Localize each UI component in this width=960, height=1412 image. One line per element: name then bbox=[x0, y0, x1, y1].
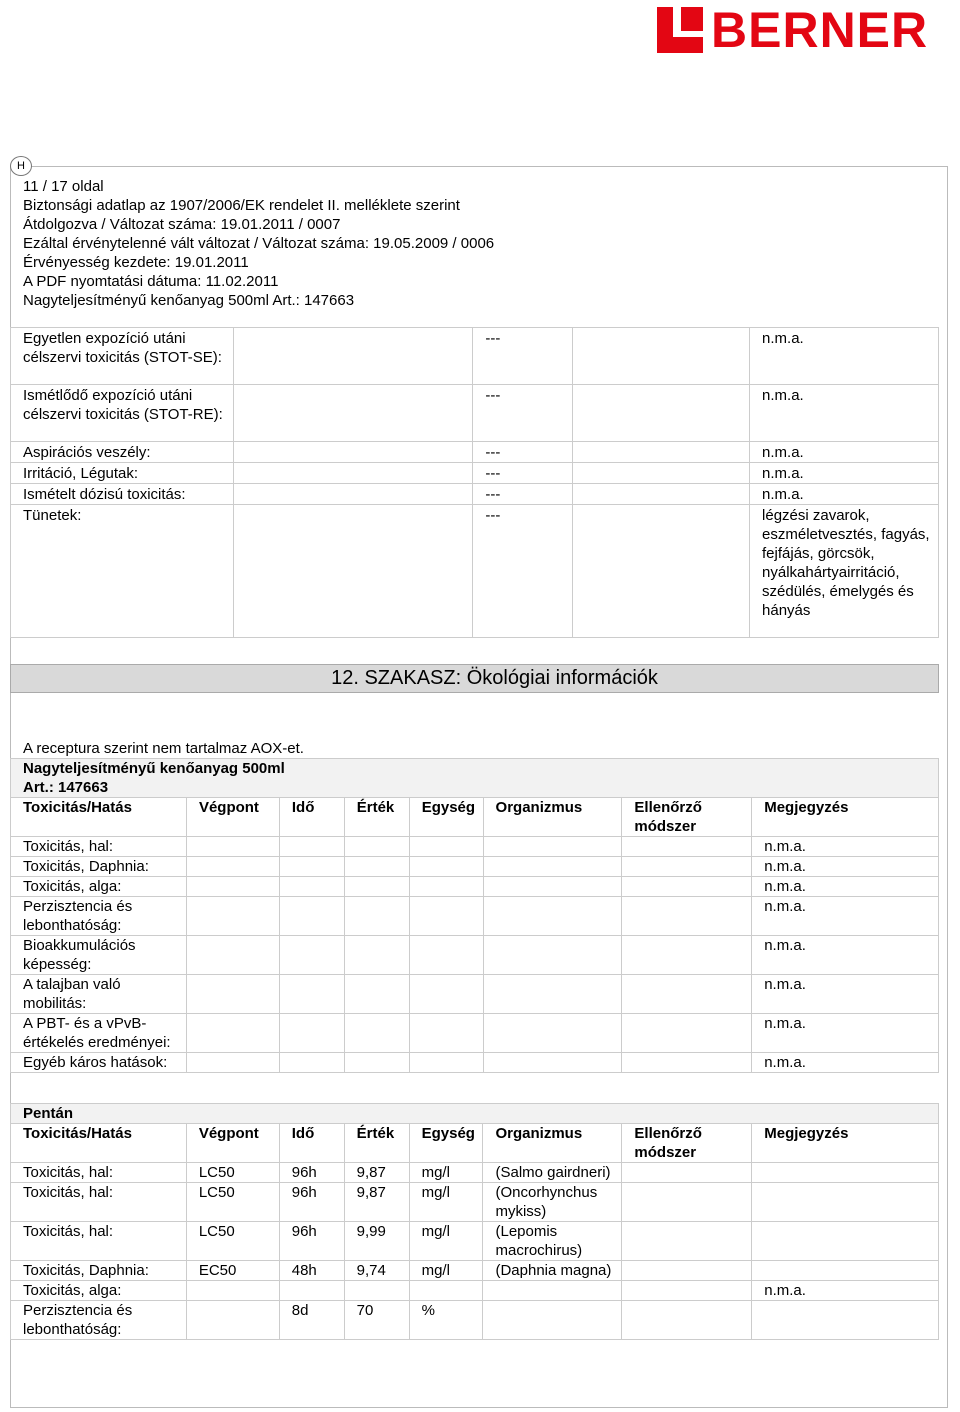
table-row bbox=[11, 463, 939, 484]
col-header: Ellenőrző módszer bbox=[622, 1124, 752, 1163]
row-endpoint bbox=[186, 1281, 279, 1301]
table-row bbox=[11, 877, 939, 897]
row-label: Bioakkumulációs képesség: bbox=[11, 936, 187, 975]
row-method bbox=[622, 1163, 752, 1183]
row-time: 8d bbox=[279, 1301, 344, 1340]
table-title-row bbox=[11, 759, 939, 798]
row-unit: mg/l bbox=[409, 1163, 483, 1183]
logo-mark-icon bbox=[657, 7, 703, 53]
col-header: Organizmus bbox=[483, 1124, 622, 1163]
row-time: 96h bbox=[279, 1163, 344, 1183]
row-time: 96h bbox=[279, 1222, 344, 1261]
col-header: Érték bbox=[344, 798, 409, 837]
header-line: Átdolgozva / Változat száma: 19.01.2011 / 0007 bbox=[23, 216, 341, 233]
col-header: Megjegyzés bbox=[752, 1124, 939, 1163]
col-header: Egység bbox=[409, 798, 483, 837]
row-note: n.m.a. bbox=[752, 857, 939, 877]
row-endpoint: EC50 bbox=[186, 1261, 279, 1281]
row-label: Toxicitás, alga: bbox=[11, 877, 187, 897]
row-organism: (Lepomis macrochirus) bbox=[483, 1222, 622, 1261]
row-label: Tünetek: bbox=[11, 505, 234, 638]
column-header-row bbox=[11, 1124, 939, 1163]
row-value: --- bbox=[473, 505, 573, 638]
table-row bbox=[11, 1261, 939, 1281]
row-label: Irritáció, Légutak: bbox=[11, 463, 234, 484]
table-row bbox=[11, 1014, 939, 1053]
table-row bbox=[11, 1183, 939, 1222]
col-header: Toxicitás/Hatás bbox=[11, 798, 187, 837]
table-row bbox=[11, 1222, 939, 1261]
row-unit: mg/l bbox=[409, 1183, 483, 1222]
aox-note: A receptura szerint nem tartalmaz AOX-et. bbox=[23, 740, 304, 757]
row-value: 9,87 bbox=[344, 1183, 409, 1222]
header-line: Biztonsági adatlap az 1907/2006/EK rendelet II. melléklete szerint bbox=[23, 197, 460, 214]
row-label: Toxicitás, hal: bbox=[11, 837, 187, 857]
header-line: Érvényesség kezdete: 19.01.2011 bbox=[23, 254, 249, 271]
row-note: n.m.a. bbox=[752, 897, 939, 936]
row-value: --- bbox=[473, 463, 573, 484]
row-note: n.m.a. bbox=[752, 936, 939, 975]
row-method bbox=[622, 1183, 752, 1222]
table-row bbox=[11, 936, 939, 975]
product-art: Art.: 147663 bbox=[23, 779, 109, 796]
col-header: Végpont bbox=[186, 798, 279, 837]
row-note: n.m.a. bbox=[752, 1281, 939, 1301]
row-label: Toxicitás, Daphnia: bbox=[11, 857, 187, 877]
row-value: --- bbox=[473, 442, 573, 463]
row-label: A PBT- és a vPvB-értékelés eredményei: bbox=[11, 1014, 187, 1053]
row-note: n.m.a. bbox=[750, 463, 939, 484]
row-note: n.m.a. bbox=[752, 837, 939, 857]
row-unit: mg/l bbox=[409, 1222, 483, 1261]
table-title-row bbox=[11, 1104, 939, 1124]
section-title: 12. SZAKASZ: Ökológiai információk bbox=[331, 667, 658, 689]
row-label: A talajban való mobilitás: bbox=[11, 975, 187, 1014]
row-time bbox=[279, 1281, 344, 1301]
table-row bbox=[11, 328, 939, 385]
table-row bbox=[11, 442, 939, 463]
document-header bbox=[23, 177, 494, 310]
table-row bbox=[11, 385, 939, 442]
row-unit: % bbox=[409, 1301, 483, 1340]
row-note: n.m.a. bbox=[750, 328, 939, 385]
row-organism: (Daphnia magna) bbox=[483, 1261, 622, 1281]
col-header: Egység bbox=[409, 1124, 483, 1163]
table-row bbox=[11, 484, 939, 505]
row-label: Toxicitás, hal: bbox=[11, 1163, 187, 1183]
row-note: n.m.a. bbox=[750, 385, 939, 442]
row-unit bbox=[409, 1281, 483, 1301]
row-note: n.m.a. bbox=[752, 1053, 939, 1073]
row-endpoint: LC50 bbox=[186, 1183, 279, 1222]
row-value: --- bbox=[473, 385, 573, 442]
product-eco-table bbox=[10, 758, 939, 1073]
row-note: légzési zavarok, eszméletvesztés, fagyás, fejfájás, görcsök, nyálkahártyairritáció, szédülés, émelygés és hányás bbox=[750, 505, 939, 638]
row-organism: (Salmo gairdneri) bbox=[483, 1163, 622, 1183]
substance-title: Pentán bbox=[11, 1104, 939, 1124]
row-organism bbox=[483, 1301, 622, 1340]
row-time: 96h bbox=[279, 1183, 344, 1222]
row-label: Ismétlődő expozíció utáni célszervi toxicitás (STOT-RE): bbox=[11, 385, 234, 442]
row-method bbox=[622, 1281, 752, 1301]
row-note: n.m.a. bbox=[750, 484, 939, 505]
col-header: Idő bbox=[279, 1124, 344, 1163]
row-endpoint: LC50 bbox=[186, 1222, 279, 1261]
col-header: Toxicitás/Hatás bbox=[11, 1124, 187, 1163]
logo-text: BERNER bbox=[711, 2, 929, 58]
row-label: Egyetlen expozíció utáni célszervi toxicitás (STOT-SE): bbox=[11, 328, 234, 385]
row-organism bbox=[483, 1281, 622, 1301]
row-value bbox=[344, 1281, 409, 1301]
row-note bbox=[752, 1163, 939, 1183]
row-value: --- bbox=[473, 484, 573, 505]
table-row bbox=[11, 1053, 939, 1073]
table-row bbox=[11, 857, 939, 877]
header-line: 11 / 17 oldal bbox=[23, 178, 104, 195]
language-badge: H bbox=[10, 156, 32, 176]
col-header: Organizmus bbox=[483, 798, 622, 837]
row-endpoint bbox=[186, 1301, 279, 1340]
toxicity-table bbox=[10, 327, 939, 638]
table-row bbox=[11, 897, 939, 936]
product-title: Nagyteljesítményű kenőanyag 500ml bbox=[23, 760, 285, 777]
header-line: A PDF nyomtatási dátuma: 11.02.2011 bbox=[23, 273, 279, 290]
row-label: Perzisztencia és lebonthatóság: bbox=[11, 897, 187, 936]
row-note: n.m.a. bbox=[752, 975, 939, 1014]
section-12-heading bbox=[10, 664, 939, 693]
table-row bbox=[11, 1281, 939, 1301]
col-header: Ellenőrző módszer bbox=[622, 798, 752, 837]
row-label: Toxicitás, Daphnia: bbox=[11, 1261, 187, 1281]
row-value: 9,99 bbox=[344, 1222, 409, 1261]
row-time: 48h bbox=[279, 1261, 344, 1281]
row-label: Toxicitás, hal: bbox=[11, 1183, 187, 1222]
row-label: Ismételt dózisú toxicitás: bbox=[11, 484, 234, 505]
col-header: Idő bbox=[279, 798, 344, 837]
row-value: 70 bbox=[344, 1301, 409, 1340]
row-method bbox=[622, 1222, 752, 1261]
col-header: Megjegyzés bbox=[752, 798, 939, 837]
row-method bbox=[622, 1301, 752, 1340]
row-label: Perzisztencia és lebonthatóság: bbox=[11, 1301, 187, 1340]
table-row bbox=[11, 975, 939, 1014]
column-header-row bbox=[11, 798, 939, 837]
row-label: Toxicitás, hal: bbox=[11, 1222, 187, 1261]
row-note bbox=[752, 1222, 939, 1261]
row-unit: mg/l bbox=[409, 1261, 483, 1281]
row-organism: (Oncorhynchus mykiss) bbox=[483, 1183, 622, 1222]
row-note: n.m.a. bbox=[750, 442, 939, 463]
row-endpoint: LC50 bbox=[186, 1163, 279, 1183]
row-label: Toxicitás, alga: bbox=[11, 1281, 187, 1301]
row-value: 9,87 bbox=[344, 1163, 409, 1183]
row-note bbox=[752, 1261, 939, 1281]
table-row bbox=[11, 837, 939, 857]
row-method bbox=[622, 1261, 752, 1281]
header-line: Ezáltal érvénytelenné vált változat / Változat száma: 19.05.2009 / 0006 bbox=[23, 235, 495, 252]
pentane-eco-table bbox=[10, 1103, 939, 1340]
row-value: 9,74 bbox=[344, 1261, 409, 1281]
row-note: n.m.a. bbox=[752, 1014, 939, 1053]
header-line: Nagyteljesítményű kenőanyag 500ml Art.: 147663 bbox=[23, 292, 355, 309]
row-note: n.m.a. bbox=[752, 877, 939, 897]
table-row bbox=[11, 1163, 939, 1183]
row-value: --- bbox=[473, 328, 573, 385]
row-note bbox=[752, 1301, 939, 1340]
row-label: Aspirációs veszély: bbox=[11, 442, 234, 463]
col-header: Érték bbox=[344, 1124, 409, 1163]
berner-logo bbox=[657, 4, 928, 56]
table-row bbox=[11, 1301, 939, 1340]
row-note bbox=[752, 1183, 939, 1222]
row-label: Egyéb káros hatások: bbox=[11, 1053, 187, 1073]
col-header: Végpont bbox=[186, 1124, 279, 1163]
table-row bbox=[11, 505, 939, 638]
